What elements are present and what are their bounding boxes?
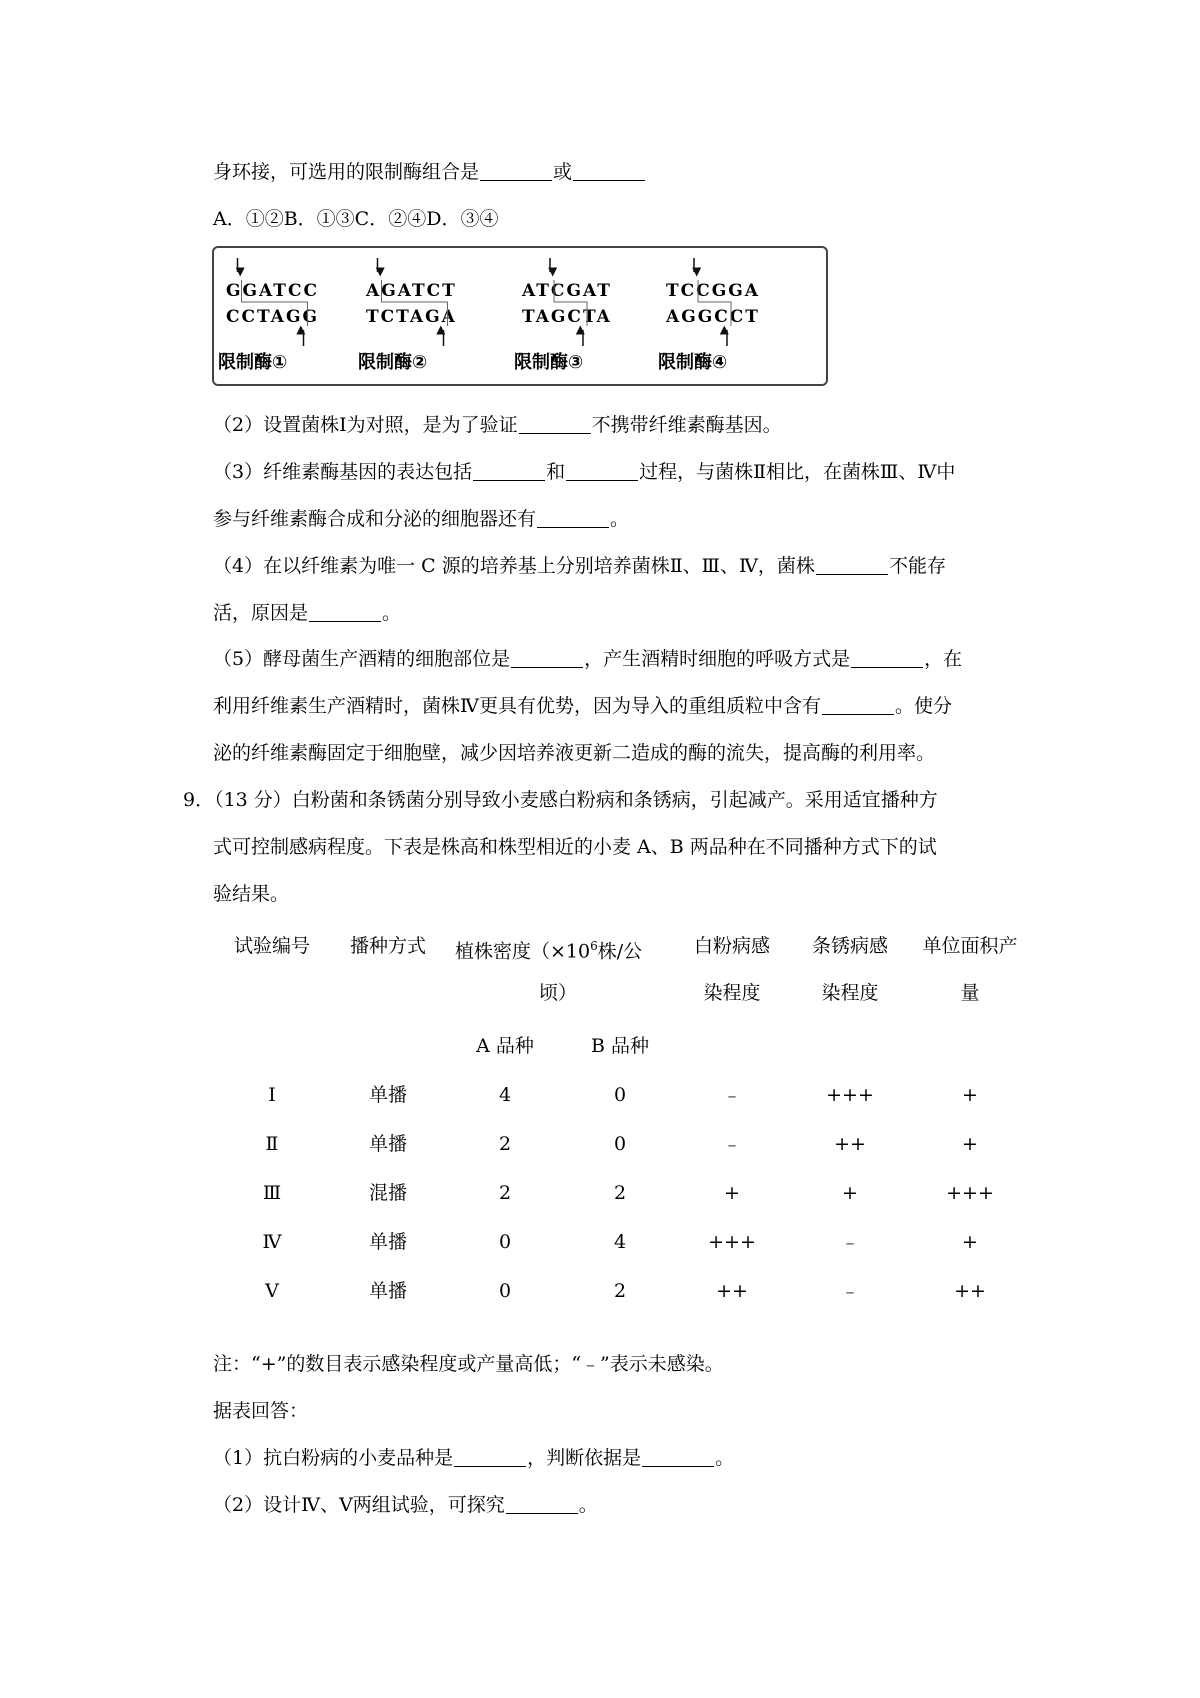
q8-part5-line1: （5）酵母菌生产酒精的细胞部位是 ，产生酒精时细胞的呼吸方式是 ，在 [213, 648, 963, 670]
q9-stem-line3: 验结果。 [213, 883, 290, 905]
answer-blank[interactable] [822, 694, 894, 715]
q9-stem-line2: 式可控制感病程度。下表是株高和株型相近的小麦 A、B 两品种在不同播种方式下的试 [213, 836, 937, 858]
table-cell-b: 2 [613, 1182, 627, 1204]
table-cell-yield: ++ [954, 1280, 986, 1302]
table-cell-yield: + [962, 1231, 978, 1253]
answer-blank[interactable] [573, 160, 645, 181]
restriction-enzyme-panel [212, 246, 828, 386]
table-cell-sr: ++ [834, 1133, 866, 1155]
table-cell-a: 2 [498, 1133, 512, 1155]
answer-blank[interactable] [537, 507, 609, 528]
enzyme-label: 限制酶① [218, 352, 288, 373]
q8-part4-line2: 活，原因是 。 [213, 602, 402, 624]
table-cell-a: 0 [498, 1280, 512, 1302]
header-stripe-rust-cont: 染程度 [821, 982, 879, 1004]
enzyme-top-strand: ATCGAT [522, 281, 612, 301]
table-cell-a: 2 [498, 1182, 512, 1204]
table-cell-a: 4 [498, 1084, 512, 1106]
q8-part4-line1: （4）在以纤维素为唯一 C 源的培养基上分别培养菌株Ⅱ、Ⅲ、Ⅳ，菌株 不能存 [213, 555, 946, 577]
q8-part5-line2: 利用纤维素生产酒精时，菌株Ⅳ更具有优势，因为导入的重组质粒中含有 。使分 [213, 695, 952, 717]
table-cell-a: 0 [498, 1231, 512, 1253]
header-variety-b: B 品种 [590, 1035, 649, 1057]
answer-blank[interactable] [473, 460, 545, 481]
table-cell-pm: + [724, 1182, 740, 1204]
enzyme-top-strand: TCCGGA [666, 281, 760, 301]
enzyme-label: 限制酶④ [658, 352, 728, 373]
answer-blank[interactable] [309, 601, 381, 622]
q9-stem-line1: 9．（13 分）白粉菌和条锈菌分别导致小麦感白粉病和条锈病，引起减产。采用适宜播种方 [183, 789, 938, 811]
table-cell-sr: ﹣ [840, 1280, 860, 1302]
table-cell-sr: +++ [826, 1084, 874, 1106]
enzyme-top-strand: AGATCT [366, 281, 457, 301]
answer-blank[interactable] [566, 460, 638, 481]
q8-part5-line3: 泌的纤维素酶固定于细胞壁，减少因培养液更新二造成的酶的流失，提高酶的利用率。 [213, 742, 936, 764]
q8-part3-line1: （3）纤维素酶基因的表达包括 和 过程，与菌株Ⅱ相比，在菌株Ⅲ、Ⅳ中 [213, 461, 956, 483]
table-cell-sr: + [842, 1182, 858, 1204]
enzyme-bottom-strand: TAGCTA [522, 307, 612, 327]
header-variety-a: A 品种 [476, 1035, 534, 1057]
enzyme-diagram [214, 248, 830, 388]
header-sowing-method: 播种方式 [349, 935, 426, 957]
q9-part1: （1）抗白粉病的小麦品种是 ，判断依据是 。 [213, 1447, 735, 1469]
enzyme-top-strand: GGATCC [226, 281, 320, 301]
table-cell-method: 单播 [368, 1133, 407, 1155]
answer-blank[interactable] [816, 554, 888, 575]
header-powdery-mildew-cont: 染程度 [703, 982, 761, 1004]
table-cell-pm: +++ [708, 1231, 756, 1253]
table-cell-yield: + [962, 1084, 978, 1106]
enzyme-label: 限制酶③ [514, 352, 584, 373]
table-cell-b: 4 [613, 1231, 627, 1253]
header-powdery-mildew: 白粉病感 [693, 935, 770, 957]
answer-blank[interactable] [506, 1493, 578, 1514]
enzyme-bottom-strand: AGGCCT [666, 307, 760, 327]
header-yield: 单位面积产 [922, 935, 1018, 957]
answer-blank[interactable] [519, 413, 591, 434]
answer-blank[interactable] [642, 1446, 714, 1467]
table-cell-yield: + [962, 1133, 978, 1155]
q8-part2: （2）设置菌株Ⅰ为对照，是为了验证 不携带纤维素酶基因。 [213, 414, 782, 436]
answer-intro: 据表回答： [213, 1400, 309, 1422]
answer-blank[interactable] [851, 647, 923, 668]
table-cell-yield: +++ [946, 1182, 994, 1204]
table-cell-no: Ⅳ [262, 1231, 282, 1253]
header-density-cont: 顷） [538, 982, 577, 1004]
q8-intro-line: 身环接，可选用的限制酶组合是 或 [213, 159, 646, 185]
q8-options: A．①②B．①③C．②④D．③④ [213, 208, 499, 230]
table-cell-method: 单播 [368, 1084, 407, 1106]
header-yield-cont: 量 [960, 982, 980, 1004]
table-note: 注：“+”的数目表示感染程度或产量高低；“﹣”表示未感染。 [213, 1353, 724, 1375]
table-cell-no: Ⅰ [268, 1084, 276, 1106]
table-cell-pm: ﹣ [722, 1084, 742, 1106]
enzyme-bottom-strand: CCTAGG [226, 307, 320, 327]
enzyme-label: 限制酶② [358, 352, 428, 373]
header-trial-no: 试验编号 [233, 935, 310, 957]
table-cell-method: 混播 [368, 1182, 407, 1204]
table-cell-method: 单播 [368, 1231, 407, 1253]
table-cell-b: 0 [613, 1133, 627, 1155]
table-cell-sr: ﹣ [840, 1231, 860, 1253]
q9-part2: （2）设计Ⅳ、Ⅴ两组试验，可探究 。 [213, 1494, 598, 1516]
table-cell-pm: ﹣ [722, 1133, 742, 1155]
table-cell-no: Ⅲ [262, 1182, 282, 1204]
table-cell-pm: ++ [716, 1280, 748, 1302]
answer-blank[interactable] [454, 1446, 526, 1467]
table-cell-no: Ⅱ [265, 1133, 279, 1155]
enzyme-bottom-strand: TCTAGA [366, 307, 457, 327]
table-cell-method: 单播 [368, 1280, 407, 1302]
table-cell-no: Ⅴ [265, 1280, 279, 1302]
answer-blank[interactable] [480, 160, 552, 181]
table-cell-b: 0 [613, 1084, 627, 1106]
answer-blank[interactable] [511, 647, 583, 668]
q8-part3-line2: 参与纤维素酶合成和分泌的细胞器还有 。 [213, 508, 630, 530]
header-density: 植株密度（$\times 10^6$株/公 [455, 939, 643, 963]
header-stripe-rust: 条锈病感 [811, 935, 888, 957]
table-cell-b: 2 [613, 1280, 627, 1302]
